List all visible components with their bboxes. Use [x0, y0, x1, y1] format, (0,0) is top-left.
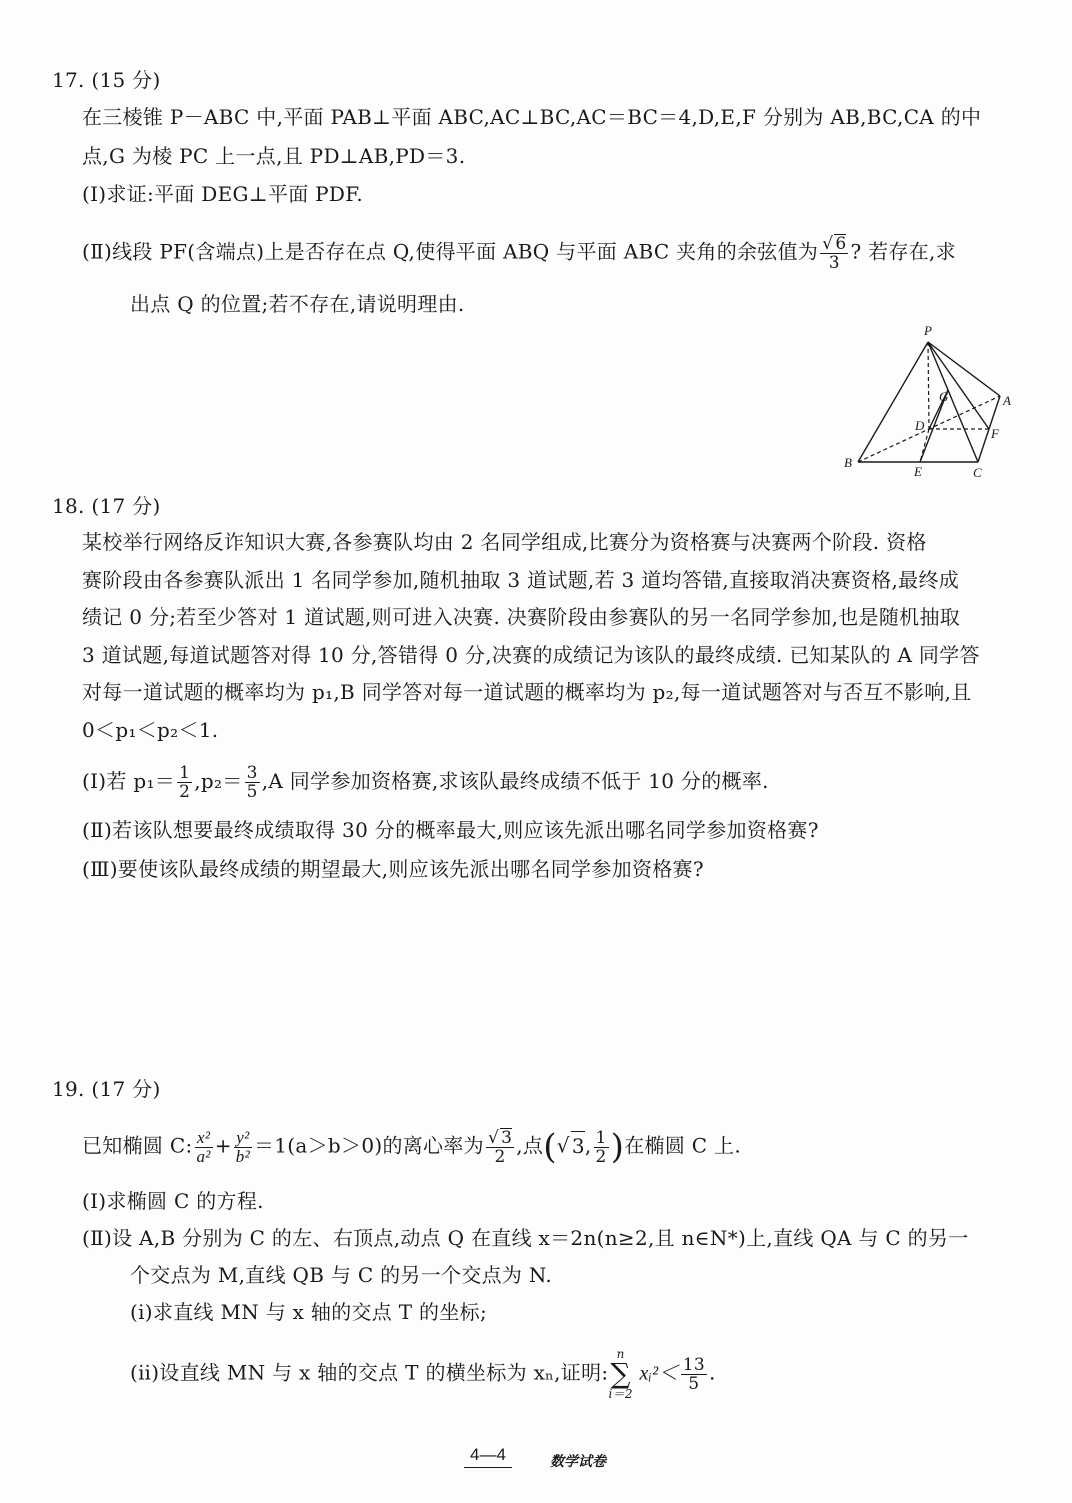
- q19-sum-top: n: [616, 1347, 625, 1361]
- q18-part1-mid: ,p₂＝: [194, 769, 243, 793]
- q17-cosine-fraction: $\frac{√ 6}{3}$: [822, 234, 847, 273]
- label-A: A: [1003, 393, 1011, 408]
- q19-plus: +: [214, 1133, 232, 1158]
- label-P: P: [924, 323, 932, 338]
- q17-line2: 点,G 为棱 PC 上一点,且 PD⊥AB,PD＝3.: [82, 144, 466, 168]
- q19-y2: y²: [234, 1129, 252, 1148]
- q19-x-fraction: [195, 1129, 213, 1166]
- label-B: B: [844, 455, 852, 470]
- q19-bound-fraction: [681, 1356, 707, 1393]
- q18-line3: 绩记 0 分;若至少答对 1 道试题,则可进入决赛. 决赛阶段由参赛队的另一名同学参加,也是随机抽取: [82, 605, 961, 629]
- q19-sum-bottom: i＝2: [608, 1387, 633, 1401]
- q19-sum-symbol: ∑: [610, 1357, 631, 1390]
- q17-header: 17. (15 分): [52, 68, 161, 92]
- q19-part2-line1: (Ⅱ)设 A,B 分别为 C 的左、右顶点,动点 Q 在直线 x＝2n(n≥2,且 n∈N*)上,直线 QA 与 C 的另一: [82, 1226, 969, 1250]
- label-E: E: [914, 464, 922, 479]
- q18-line6: 0＜p₁＜p₂＜1.: [82, 718, 219, 742]
- q18-header: 18. (17 分): [52, 494, 161, 518]
- q18-line1: 某校举行网络反诈知识大赛,各参赛队均由 2 名同学组成,比赛分为资格赛与决赛两个阶段. 资格: [82, 530, 927, 554]
- edge-PB: [858, 342, 928, 462]
- q17-line1: 在三棱锥 P－ABC 中,平面 PAB⊥平面 ABC,AC⊥BC,AC＝BC＝4,D,E,F 分别为 AB,BC,CA 的中: [82, 105, 982, 129]
- q19-pt-fraction: [594, 1129, 609, 1166]
- q19-summation: [608, 1347, 632, 1401]
- q17-part1: (Ⅰ)求证:平面 DEG⊥平面 PDF.: [82, 182, 363, 206]
- q19-sum-end: .: [708, 1360, 716, 1385]
- label-G: G: [939, 389, 949, 404]
- q19-bound-num: 13: [682, 1354, 705, 1375]
- q17-part2-text: (Ⅱ)线段 PF(含端点)上是否存在点 Q,使得平面 ABQ 与平面 ABC 夹角的余弦值为: [82, 239, 819, 264]
- q18-line4: 3 道试题,每道试题答对得 10 分,答错得 0 分,决赛的成绩记为该队的最终成绩. 已知某队的 A 同学答: [82, 643, 980, 667]
- q19-pt-num: 1: [595, 1127, 607, 1148]
- q17-frac-num: 6: [835, 234, 847, 254]
- page-number: 4—4: [464, 1445, 512, 1468]
- q18-f1-den: 2: [179, 782, 191, 802]
- q17-frac-den: 3: [828, 253, 840, 273]
- q18-p2-fraction: [245, 764, 260, 801]
- q18-part3: (Ⅲ)要使该队最终成绩的期望最大,则应该先派出哪名同学参加资格赛?: [82, 857, 704, 881]
- q18-part1: [82, 764, 769, 801]
- q18-line2: 赛阶段由各参赛队派出 1 名同学参加,随机抽取 3 道试题,若 3 道均答错,直接取消决赛资格,最终成: [82, 568, 960, 592]
- q19-b2: b²: [235, 1146, 250, 1166]
- edge-PD-hidden: [928, 342, 929, 429]
- q18-part2: (Ⅱ)若该队想要最终成绩取得 30 分的概率最大,则应该先派出哪名同学参加资格赛?: [82, 818, 819, 842]
- q19-text-a: 已知椭圆 C:: [82, 1133, 193, 1158]
- q19-text-d: 在椭圆 C 上.: [624, 1133, 741, 1158]
- q19-ecc-num: 3: [501, 1128, 513, 1148]
- q19-ecc-den: 2: [494, 1147, 506, 1167]
- q17-part2-line2: 出点 Q 的位置;若不存在,请说明理由.: [130, 292, 465, 316]
- q19-y-fraction: [234, 1129, 252, 1166]
- q19-bound-den: 5: [688, 1373, 700, 1394]
- edge-DE-hidden: [920, 429, 929, 462]
- tetrahedron-figure: [840, 322, 1025, 482]
- q19-pt-den: 2: [595, 1146, 607, 1167]
- q19-text-c: ,点: [516, 1133, 544, 1158]
- q19-sub2: [130, 1347, 716, 1401]
- label-D: D: [915, 418, 925, 433]
- q19-x2: x²: [195, 1129, 213, 1148]
- q19-header: 19. (17 分): [52, 1077, 161, 1101]
- q18-p1-fraction: [177, 764, 192, 801]
- page-footer: [450, 1443, 650, 1479]
- q18-f1-num: 1: [179, 763, 191, 783]
- q18-part1-text: (Ⅰ)若 p₁＝: [82, 769, 176, 793]
- label-F: F: [991, 426, 999, 441]
- q19-pt-x: 3: [571, 1131, 585, 1160]
- q18-f2-num: 3: [246, 763, 258, 783]
- q18-part1-tail: ,A 同学参加资格赛,求该队最终成绩不低于 10 分的概率.: [261, 769, 769, 793]
- subject-label: 数学试卷: [550, 1454, 606, 1470]
- q19-text-b: ＝1(a＞b＞0)的离心率为: [253, 1133, 484, 1158]
- q19-sum-term: xᵢ²＜: [639, 1362, 679, 1385]
- q17-part2-tail: ? 若存在,求: [850, 239, 957, 264]
- q19-part1: (Ⅰ)求椭圆 C 的方程.: [82, 1189, 264, 1213]
- q17-part2: [82, 234, 956, 272]
- q18-line5: 对每一道试题的概率均为 p₁,B 同学答对每一道试题的概率均为 p₂,每一道试题答对与否互不影响,且: [82, 680, 972, 704]
- q19-ecc-fraction: $\frac{√ 3}{2}$: [487, 1128, 513, 1167]
- q19-sub2-text: (ⅱ)设直线 MN 与 x 轴的交点 T 的横坐标为 xₙ,证明:: [130, 1360, 609, 1385]
- q18-f2-den: 5: [246, 782, 258, 802]
- q19-line1: 已知椭圆 C: $\frac{\text{x²}}{\text{a²}}$ + $\frac{\text{y²}}{\text{b²}}$ ＝1(a＞b＞0)的离心率为 $\frac{√ 3}{2}$ ,点(√ 3, $\frac{1}{2}$ )在椭圆 C 上.: [82, 1127, 741, 1167]
- q19-part2-line2: 个交点为 M,直线 QB 与 C 的另一个交点为 N.: [130, 1263, 553, 1287]
- label-C: C: [973, 465, 982, 480]
- q19-sub1: (ⅰ)求直线 MN 与 x 轴的交点 T 的坐标;: [130, 1300, 487, 1324]
- q19-a2: a²: [196, 1146, 211, 1166]
